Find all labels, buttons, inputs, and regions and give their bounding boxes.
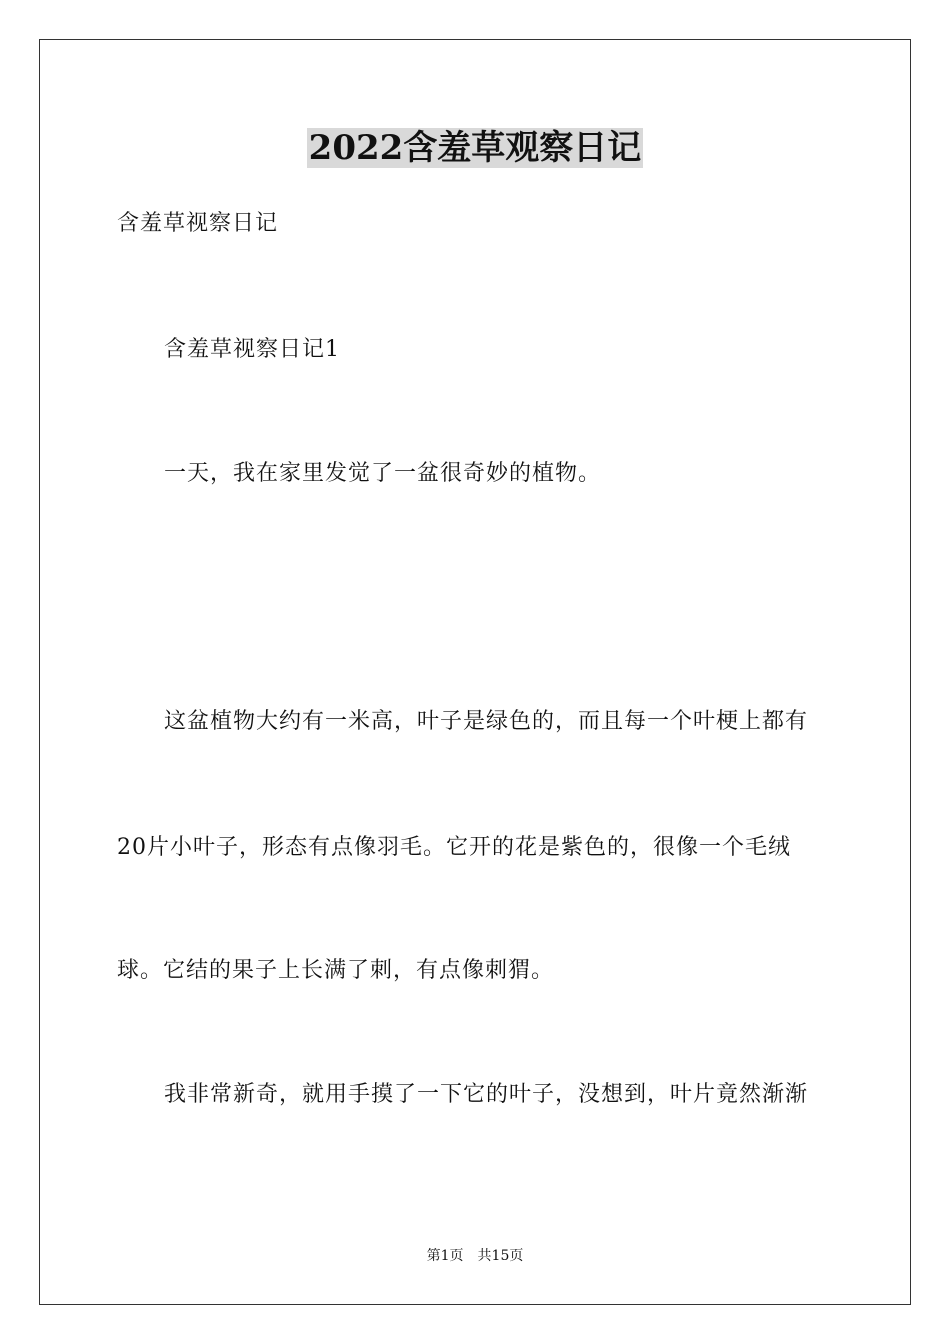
subsection-heading: 含羞草视察日记1 [164, 337, 340, 362]
section-heading: 含羞草视察日记 [117, 211, 279, 236]
paragraph-line: 20片小叶子，形态有点像羽毛。它开的花是紫色的，很像一个毛绒 [117, 835, 791, 860]
page-footer [0, 1246, 950, 1266]
document-title [0, 126, 950, 170]
page-number-current: 第1页 [426, 1248, 464, 1264]
paragraph-line: 球。它结的果子上长满了刺，有点像刺猬。 [117, 958, 555, 983]
document-title-text: 2022含羞草观察日记 [308, 128, 642, 168]
page-number-total: 共15页 [477, 1248, 524, 1264]
paragraph-line: 这盆植物大约有一米高，叶子是绿色的，而且每一个叶梗上都有 [164, 709, 809, 734]
paragraph-line: 我非常新奇，就用手摸了一下它的叶子，没想到，叶片竟然渐渐 [164, 1082, 809, 1107]
paragraph-line: 一天，我在家里发觉了一盆很奇妙的植物。 [164, 461, 602, 486]
